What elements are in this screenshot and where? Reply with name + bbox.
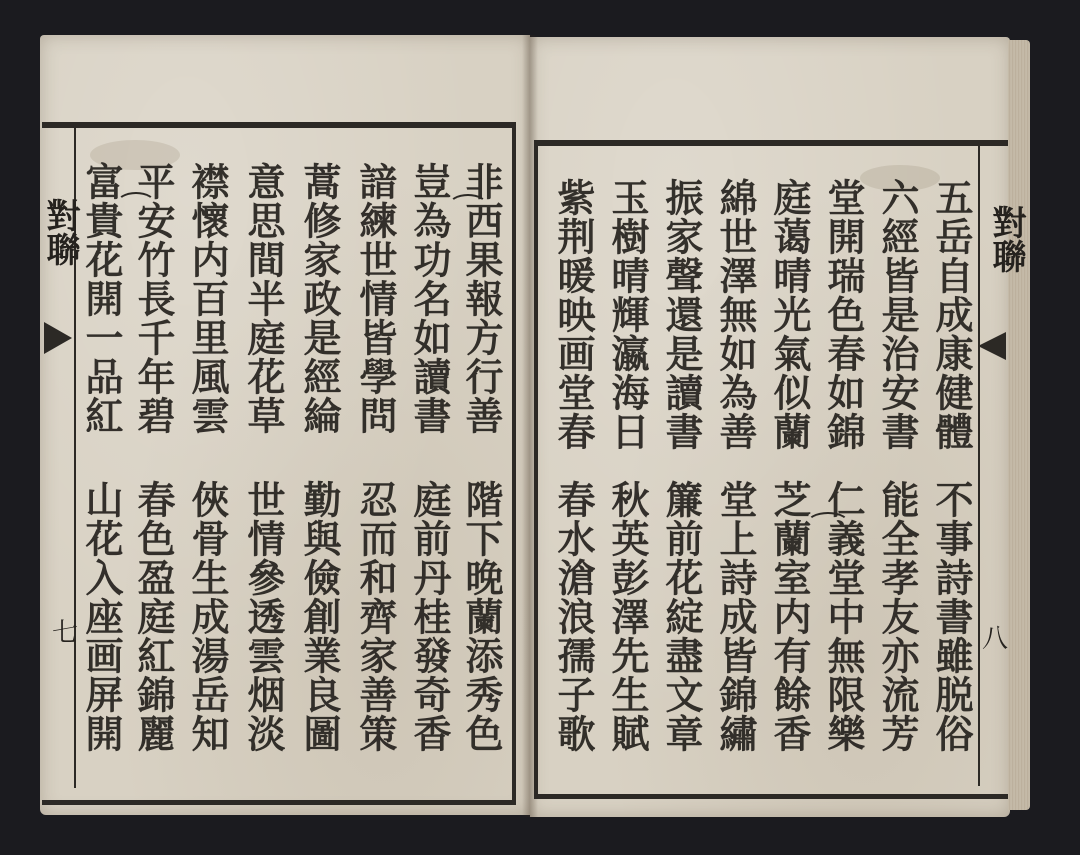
page-block-edge [1008,40,1030,810]
left-lower-column-3: 忍而和齊家善策 [353,480,398,753]
left-lower-column-8: 山花入座画屏開 [79,480,124,753]
right-upper-column-5: 綿世澤無如為善 [713,178,758,451]
left-fold-page-number: 七 [52,618,79,648]
right-fishtail-mark [978,332,1006,360]
left-lower-column-7: 春色盈庭紅錦麗 [131,480,176,753]
left-lower-column-5: 世情參透雲烟淡 [241,480,286,753]
right-upper-column-3: 堂開瑞色春如錦 [821,178,866,451]
left-upper-column-8: 富貴花開一品紅 [79,162,124,435]
left-lower-column-2: 庭前丹桂發奇香 [407,480,452,753]
annotation-mark [806,512,850,536]
right-lower-column-5: 堂上詩成皆錦繡 [713,480,758,753]
left-upper-column-1: 非西果報方行善 [459,162,504,435]
annotation-mark [448,194,488,218]
right-lower-column-8: 春水滄浪孺子歌 [551,480,596,753]
left-lower-column-6: 俠骨生成湯岳知 [185,480,230,753]
left-lower-column-4: 勤與儉創業良圖 [297,480,342,753]
left-upper-column-6: 襟懷内百里風雲 [185,162,230,435]
right-fold-page-number: 八 [982,624,1009,654]
right-upper-column-4: 庭蔼晴光氣似蘭 [767,178,812,451]
left-lower-column-1: 階下晚蘭添秀色 [459,480,504,753]
right-lower-column-2: 能全孝友亦流芳 [875,480,920,753]
annotation-mark [116,192,156,216]
left-upper-column-2: 豈為功名如讀書 [407,162,452,435]
left-upper-column-3: 諳練世情皆學問 [353,162,398,435]
right-lower-column-7: 秋英彭澤先生賦 [605,480,650,753]
left-upper-column-7: 平安竹長千年碧 [131,162,176,435]
right-lower-column-3: 仁義堂中無限樂 [821,480,866,753]
right-fold-column-line [978,146,980,786]
left-fold-title: 對聯 [40,198,80,266]
right-lower-column-4: 芝蘭室内有餘香 [767,480,812,753]
right-upper-column-2: 六經皆是治安書 [875,178,920,451]
right-lower-column-6: 簾前花綻盡文章 [659,480,704,753]
right-upper-column-8: 紫荆暖映画堂春 [551,178,596,451]
left-fishtail-mark [44,322,72,354]
left-upper-column-5: 意思間半庭花草 [241,162,286,435]
right-lower-column-1: 不事詩書雖脱俗 [929,480,974,753]
right-fold-title: 對聯 [986,205,1026,273]
left-upper-column-4: 蒿修家政是經綸 [297,162,342,435]
right-upper-column-1: 五岳自成康健體 [929,178,974,451]
right-upper-column-6: 振家聲還是讀書 [659,178,704,451]
right-upper-column-7: 玉樹晴輝瀛海日 [605,178,650,451]
